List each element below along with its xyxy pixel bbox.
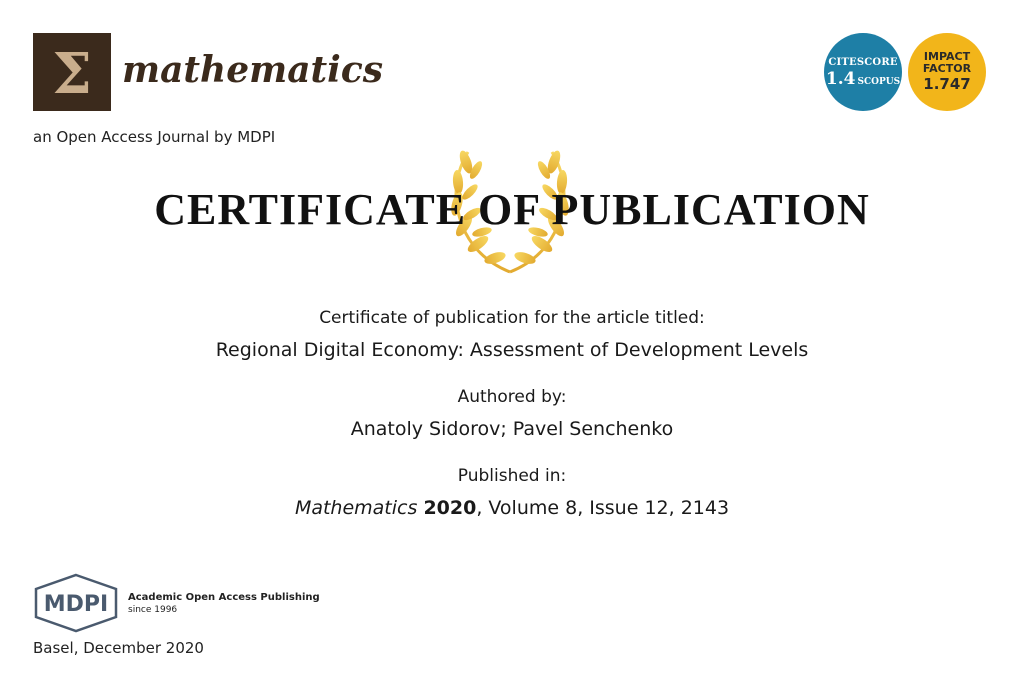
publication-details: [0, 496, 1024, 520]
citescore-badge: [824, 33, 902, 111]
publisher-since: since 1996: [128, 605, 178, 615]
journal-tagline: an Open Access Journal by MDPI: [33, 128, 276, 146]
impact-factor-badge: [908, 33, 986, 111]
citescore-value: 1.4: [825, 68, 856, 89]
sigma-icon: [33, 33, 111, 111]
certificate-title: CERTIFICATE OF PUBLICATION: [154, 185, 870, 234]
volume-issue: , Volume 8, Issue 12, 2143: [476, 497, 730, 519]
certificate-intro: Certificate of publication for the article titled:: [319, 308, 705, 328]
place-date: Basel, December 2020: [33, 639, 204, 657]
article-title: Regional Digital Economy: Assessment of Development Levels: [215, 339, 809, 361]
mdpi-logo-text: MDPI: [43, 592, 109, 617]
impact-value: 1.747: [923, 75, 971, 93]
published-label: Published in:: [457, 466, 567, 486]
authored-label: Authored by:: [457, 387, 567, 407]
journal-name: mathematics: [122, 49, 384, 91]
publication-year: 2020: [423, 497, 477, 519]
impact-label-line2: FACTOR: [922, 62, 972, 75]
publisher-tagline: Academic Open Access Publishing: [128, 592, 320, 603]
journal-logo: [33, 33, 111, 111]
logo-symbol: Σ: [52, 41, 92, 107]
journal-title: Mathematics: [294, 497, 418, 519]
impact-label-line1: IMPACT: [923, 50, 971, 63]
mdpi-logo: [33, 573, 119, 633]
citescore-source: SCOPUS: [857, 76, 901, 87]
citescore-label: CITESCORE: [828, 56, 898, 68]
authors: Anatoly Sidorov; Pavel Senchenko: [350, 418, 674, 440]
